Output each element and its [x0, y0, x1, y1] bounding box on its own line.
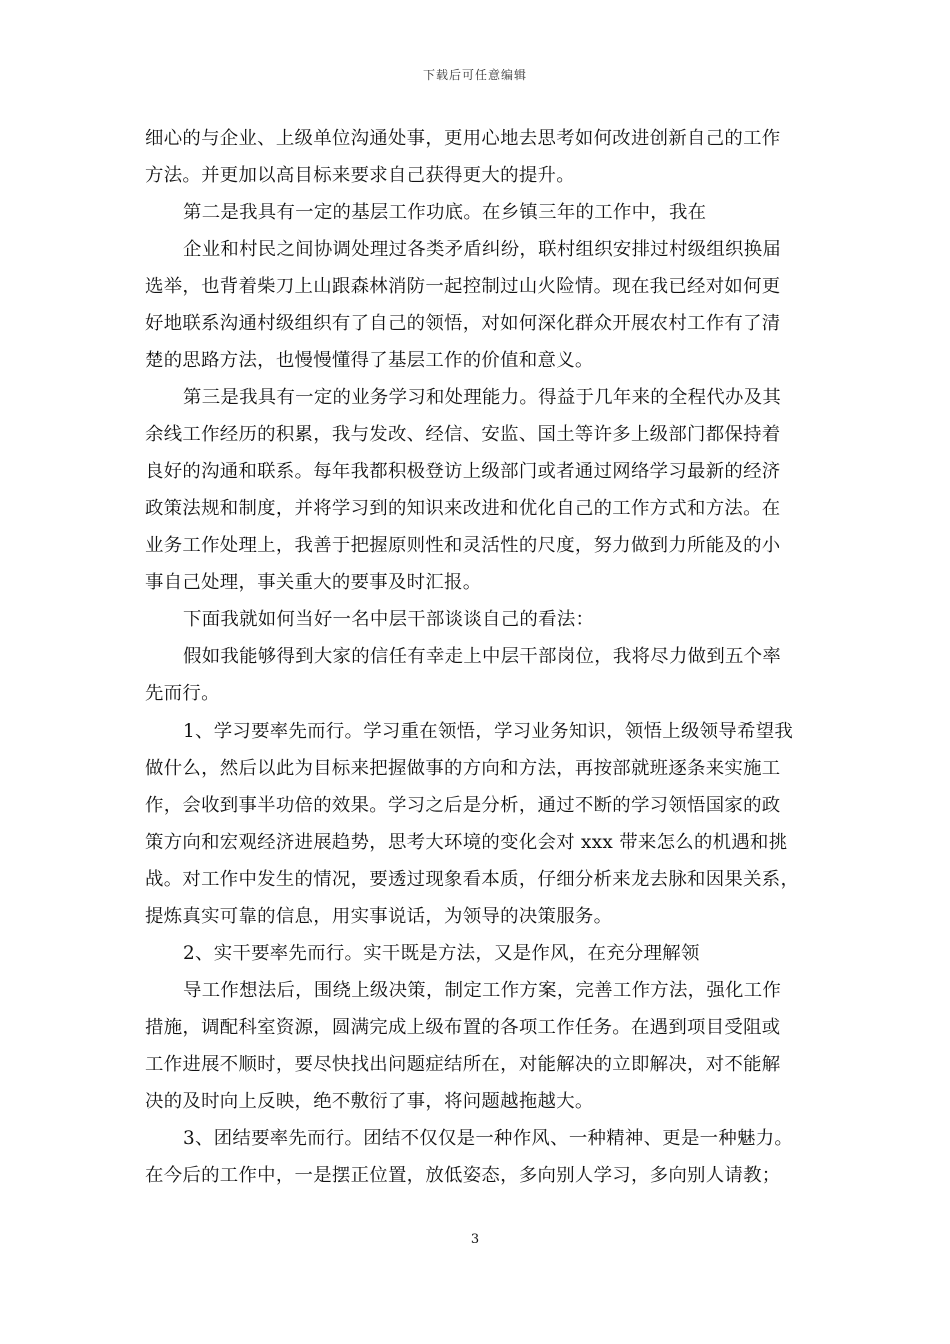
body-line: 下面我就如何当好一名中层干部谈谈自己的看法： — [183, 609, 595, 630]
body-line: 业务工作处理上，我善于把握原则性和灵活性的尺度，努力做到力所能及的小 — [145, 535, 781, 556]
body-line: 选举，也背着柴刀上山跟森林消防一起控制过山火险情。现在我已经对如何更 — [145, 276, 781, 297]
body-line: 工作进展不顺时，要尽快找出问题症结所在，对能解决的立即解决，对不能解 — [145, 1054, 781, 1075]
body-line: 事自己处理，事关重大的要事及时汇报。 — [145, 572, 482, 593]
body-line: 第二是我具有一定的基层工作功底。在乡镇三年的工作中，我在 — [183, 202, 707, 223]
body-line: 策方向和宏观经济进展趋势，思考大环境的变化会对 xxx 带来怎么的机遇和挑 — [145, 832, 788, 853]
body-line: 余线工作经历的积累，我与发改、经信、安监、国土等许多上级部门都保持着 — [145, 424, 781, 445]
body-line: 细心的与企业、上级单位沟通处事，更用心地去思考如何改进创新自己的工作 — [145, 128, 781, 149]
page-header: 下载后可任意编辑 — [422, 68, 527, 82]
body-line: 3、团结要率先而行。团结不仅仅是一种作风、一种精神、更是一种魅力。 — [183, 1128, 794, 1149]
body-line: 2、实干要率先而行。实干既是方法，又是作风，在充分理解领 — [183, 943, 700, 964]
body-line: 先而行。 — [145, 683, 220, 704]
body-line: 方法。并更加以高目标来要求自己获得更大的提升。 — [145, 165, 575, 186]
body-line: 措施，调配科室资源，圆满完成上级布置的各项工作任务。在遇到项目受阻或 — [145, 1017, 781, 1038]
body-line: 导工作想法后，围绕上级决策，制定工作方案，完善工作方法，强化工作 — [183, 980, 782, 1001]
body-line: 做什么，然后以此为目标来把握做事的方向和方法，再按部就班逐条来实施工 — [145, 758, 781, 779]
page-number: 3 — [470, 1232, 480, 1247]
body-line: 良好的沟通和联系。每年我都积极登访上级部门或者通过网络学习最新的经济 — [145, 461, 781, 482]
body-line: 1、学习要率先而行。学习重在领悟，学习业务知识，领悟上级领导希望我 — [183, 721, 794, 742]
body-line: 好地联系沟通村级组织有了自己的领悟，对如何深化群众开展农村工作有了清 — [145, 313, 781, 334]
body-line: 提炼真实可靠的信息，用实事说话，为领导的决策服务。 — [145, 906, 613, 927]
body-line: 楚的思路方法，也慢慢懂得了基层工作的价值和意义。 — [145, 350, 594, 371]
body-line: 第三是我具有一定的业务学习和处理能力。得益于几年来的全程代办及其 — [183, 387, 782, 408]
body-line: 战。对工作中发生的情况，要透过现象看本质，仔细分析来龙去脉和因果关系， — [145, 869, 800, 890]
body-line: 假如我能够得到大家的信任有幸走上中层干部岗位，我将尽力做到五个率 — [183, 646, 782, 667]
body-line: 政策法规和制度，并将学习到的知识来改进和优化自己的工作方式和方法。在 — [145, 498, 781, 519]
body-line: 企业和村民之间协调处理过各类矛盾纠纷，联村组织安排过村级组织换届 — [183, 239, 782, 260]
body-line: 作，会收到事半功倍的效果。学习之后是分析，通过不断的学习领悟国家的政 — [145, 795, 781, 816]
body-line: 决的及时向上反映，绝不敷衍了事，将问题越拖越大。 — [145, 1091, 594, 1112]
body-line: 在今后的工作中，一是摆正位置，放低姿态，多向别人学习，多向别人请教； — [145, 1165, 781, 1186]
